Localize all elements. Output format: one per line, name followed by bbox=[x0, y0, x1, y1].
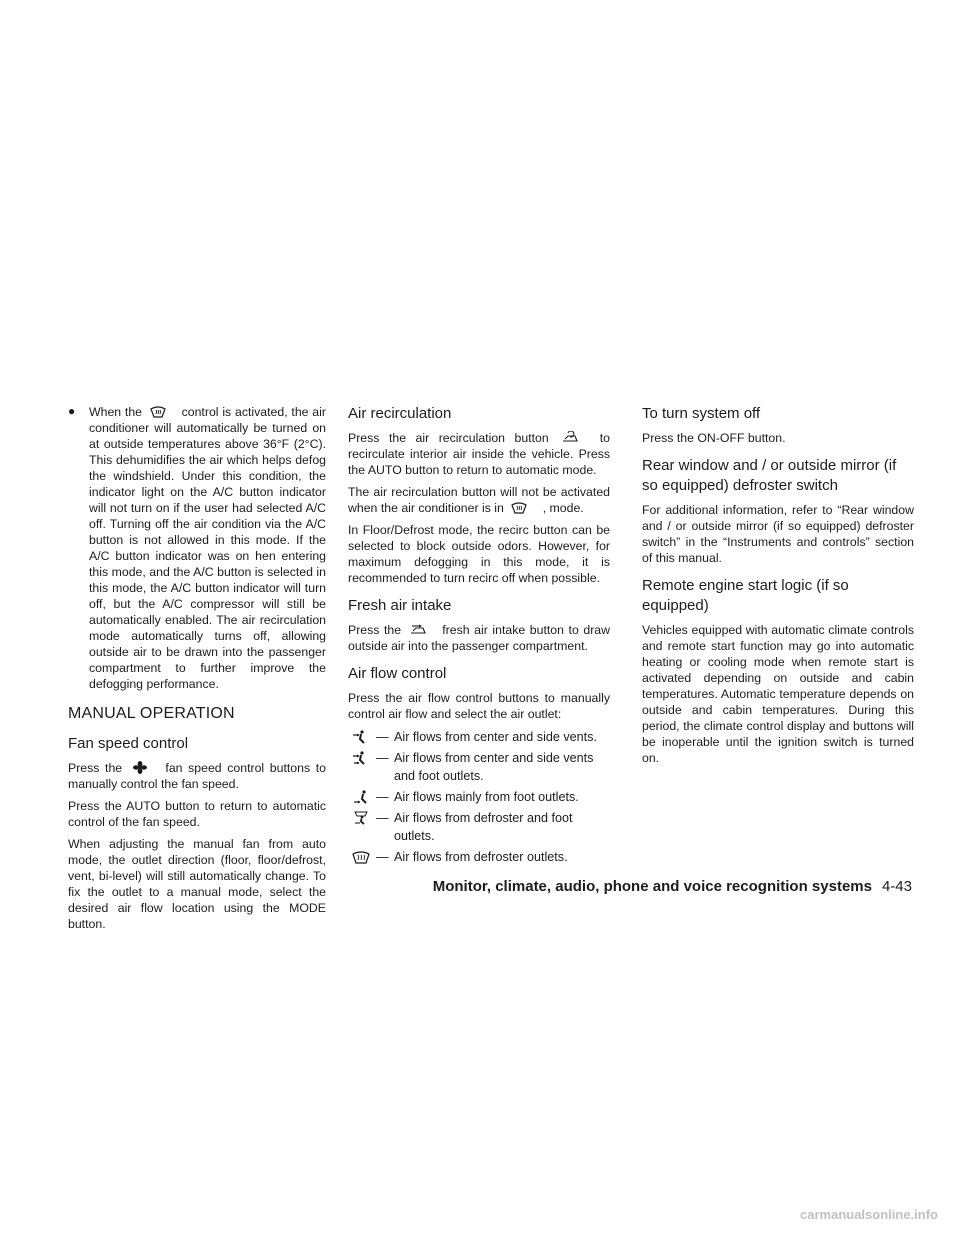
text: to recirculate interior air inside the vehicle. Press the AUTO button to return to automatic mode. bbox=[348, 431, 611, 477]
defrost-icon bbox=[150, 405, 166, 418]
text: , mode. bbox=[542, 501, 584, 515]
defrost-icon bbox=[348, 848, 376, 864]
column-2 bbox=[348, 404, 610, 869]
subsection-heading: Air recirculation bbox=[348, 405, 452, 422]
text: fresh air intake button to draw outside air into the passenger compartment. bbox=[348, 623, 611, 653]
list-item bbox=[348, 809, 610, 845]
defrost-foot-icon bbox=[348, 809, 376, 825]
page-footer bbox=[433, 878, 912, 895]
section-heading: MANUAL OPERATION bbox=[68, 705, 235, 722]
list-item bbox=[348, 788, 610, 806]
flow-dash: — bbox=[376, 790, 389, 804]
text: fan speed control buttons to manually control the fan speed. bbox=[68, 761, 326, 791]
text: Press the bbox=[68, 761, 123, 775]
text: Press the air recirculation button bbox=[348, 431, 549, 445]
list-item bbox=[68, 404, 326, 692]
paragraph bbox=[348, 484, 610, 516]
flow-text: Air flows from defroster and foot outlets. bbox=[394, 811, 573, 843]
paragraph: Vehicles equipped with automatic climate controls and remote start function may go into automatic heating or cooling mode when remote start is activated depending on outside and cabin temperatures. Automatic temperature depends on outside and cabin temperatures. During this period, the climate control display and buttons will be inoperable until the ignition switch is turned on. bbox=[642, 623, 914, 765]
text: When the bbox=[89, 405, 143, 419]
recirculation-icon bbox=[562, 431, 578, 444]
column-1 bbox=[68, 404, 326, 938]
paragraph: Press the AUTO button to return to automatic control of the fan speed. bbox=[68, 799, 326, 829]
subsection-heading: Remote engine start logic (if so equipped) bbox=[642, 577, 849, 614]
paragraph: For additional information, refer to “Rear window and / or outside mirror (if so equipped) defroster switch” in the “Instruments and controls” section of this manual. bbox=[642, 503, 914, 565]
vent-icon bbox=[348, 728, 376, 744]
subsection-heading: Air flow control bbox=[348, 665, 447, 682]
paragraph: Press the ON-OFF button. bbox=[642, 431, 786, 445]
fresh-air-icon bbox=[410, 623, 426, 636]
fan-icon bbox=[132, 761, 148, 774]
foot-icon bbox=[348, 788, 376, 804]
flow-text: Air flows from center and side vents. bbox=[394, 730, 597, 744]
flow-dash: — bbox=[376, 850, 389, 864]
subsection-heading: Fresh air intake bbox=[348, 597, 452, 614]
paragraph bbox=[89, 404, 326, 692]
flow-text: Air flows mainly from foot outlets. bbox=[394, 790, 579, 804]
footer-section-title: Monitor, climate, audio, phone and voice recognition systems bbox=[432, 878, 872, 895]
subsection-heading: To turn system off bbox=[642, 405, 761, 422]
paragraph bbox=[68, 760, 326, 792]
list-item bbox=[348, 728, 610, 746]
text: control is activated, the air conditioner will automatically be turned on at outside temperatures above 36°F (2°C). This dehumidifies the air which helps defog the windshield. Under this condition, the indicator light on the A/C button indicator will not turn on if the user had selected A/C off. Turning off the air condition via the A/C button is not allowed in this mode. If the A/C button indicator was on hen entering this mode, and the A/C button is selected in this mode, the A/C button indicator will turn off, but the A/C compressor will still be automatically enabled. The air recirculation mode automatically turns off, allowing outside air to be drawn into the passenger compartment to further improve the defogging performance. bbox=[89, 405, 326, 691]
flow-text: Air flows from center and side vents and foot outlets. bbox=[394, 751, 594, 783]
text: The air recirculation button will not be activated when the air conditioner is in bbox=[348, 485, 610, 515]
paragraph: When adjusting the manual fan from auto mode, the outlet direction (floor, floor/defrost, vent, bi-level) will still automatically change. To fix the outlet to a manual mode, select the desired air flow location using the MODE button. bbox=[68, 837, 326, 931]
page-number: 4-43 bbox=[881, 878, 912, 895]
paragraph: Press the air flow control buttons to manually control air flow and select the air outlet: bbox=[348, 691, 610, 721]
flow-dash: — bbox=[376, 811, 389, 825]
list-item bbox=[348, 749, 610, 785]
subsection-heading: Fan speed control bbox=[68, 735, 189, 752]
paragraph bbox=[348, 430, 610, 478]
text: Press the bbox=[348, 623, 402, 637]
watermark: carmanualsonline.info bbox=[800, 1207, 938, 1222]
flow-dash: — bbox=[376, 751, 389, 765]
bi-level-icon bbox=[348, 749, 376, 765]
flow-text: Air flows from defroster outlets. bbox=[394, 850, 568, 864]
column-3 bbox=[642, 404, 914, 772]
flow-dash: — bbox=[376, 730, 389, 744]
paragraph: In Floor/Defrost mode, the recirc button can be selected to block outside odors. However, for maximum defogging in this mode, it is recommended to turn recirc off when possible. bbox=[348, 523, 610, 585]
paragraph bbox=[348, 622, 610, 654]
defrost-icon bbox=[511, 501, 527, 514]
bullet-dot: ● bbox=[68, 404, 76, 418]
list-item bbox=[348, 848, 610, 866]
subsection-heading: Rear window and / or outside mirror (if so equipped) defroster switch bbox=[642, 457, 897, 494]
